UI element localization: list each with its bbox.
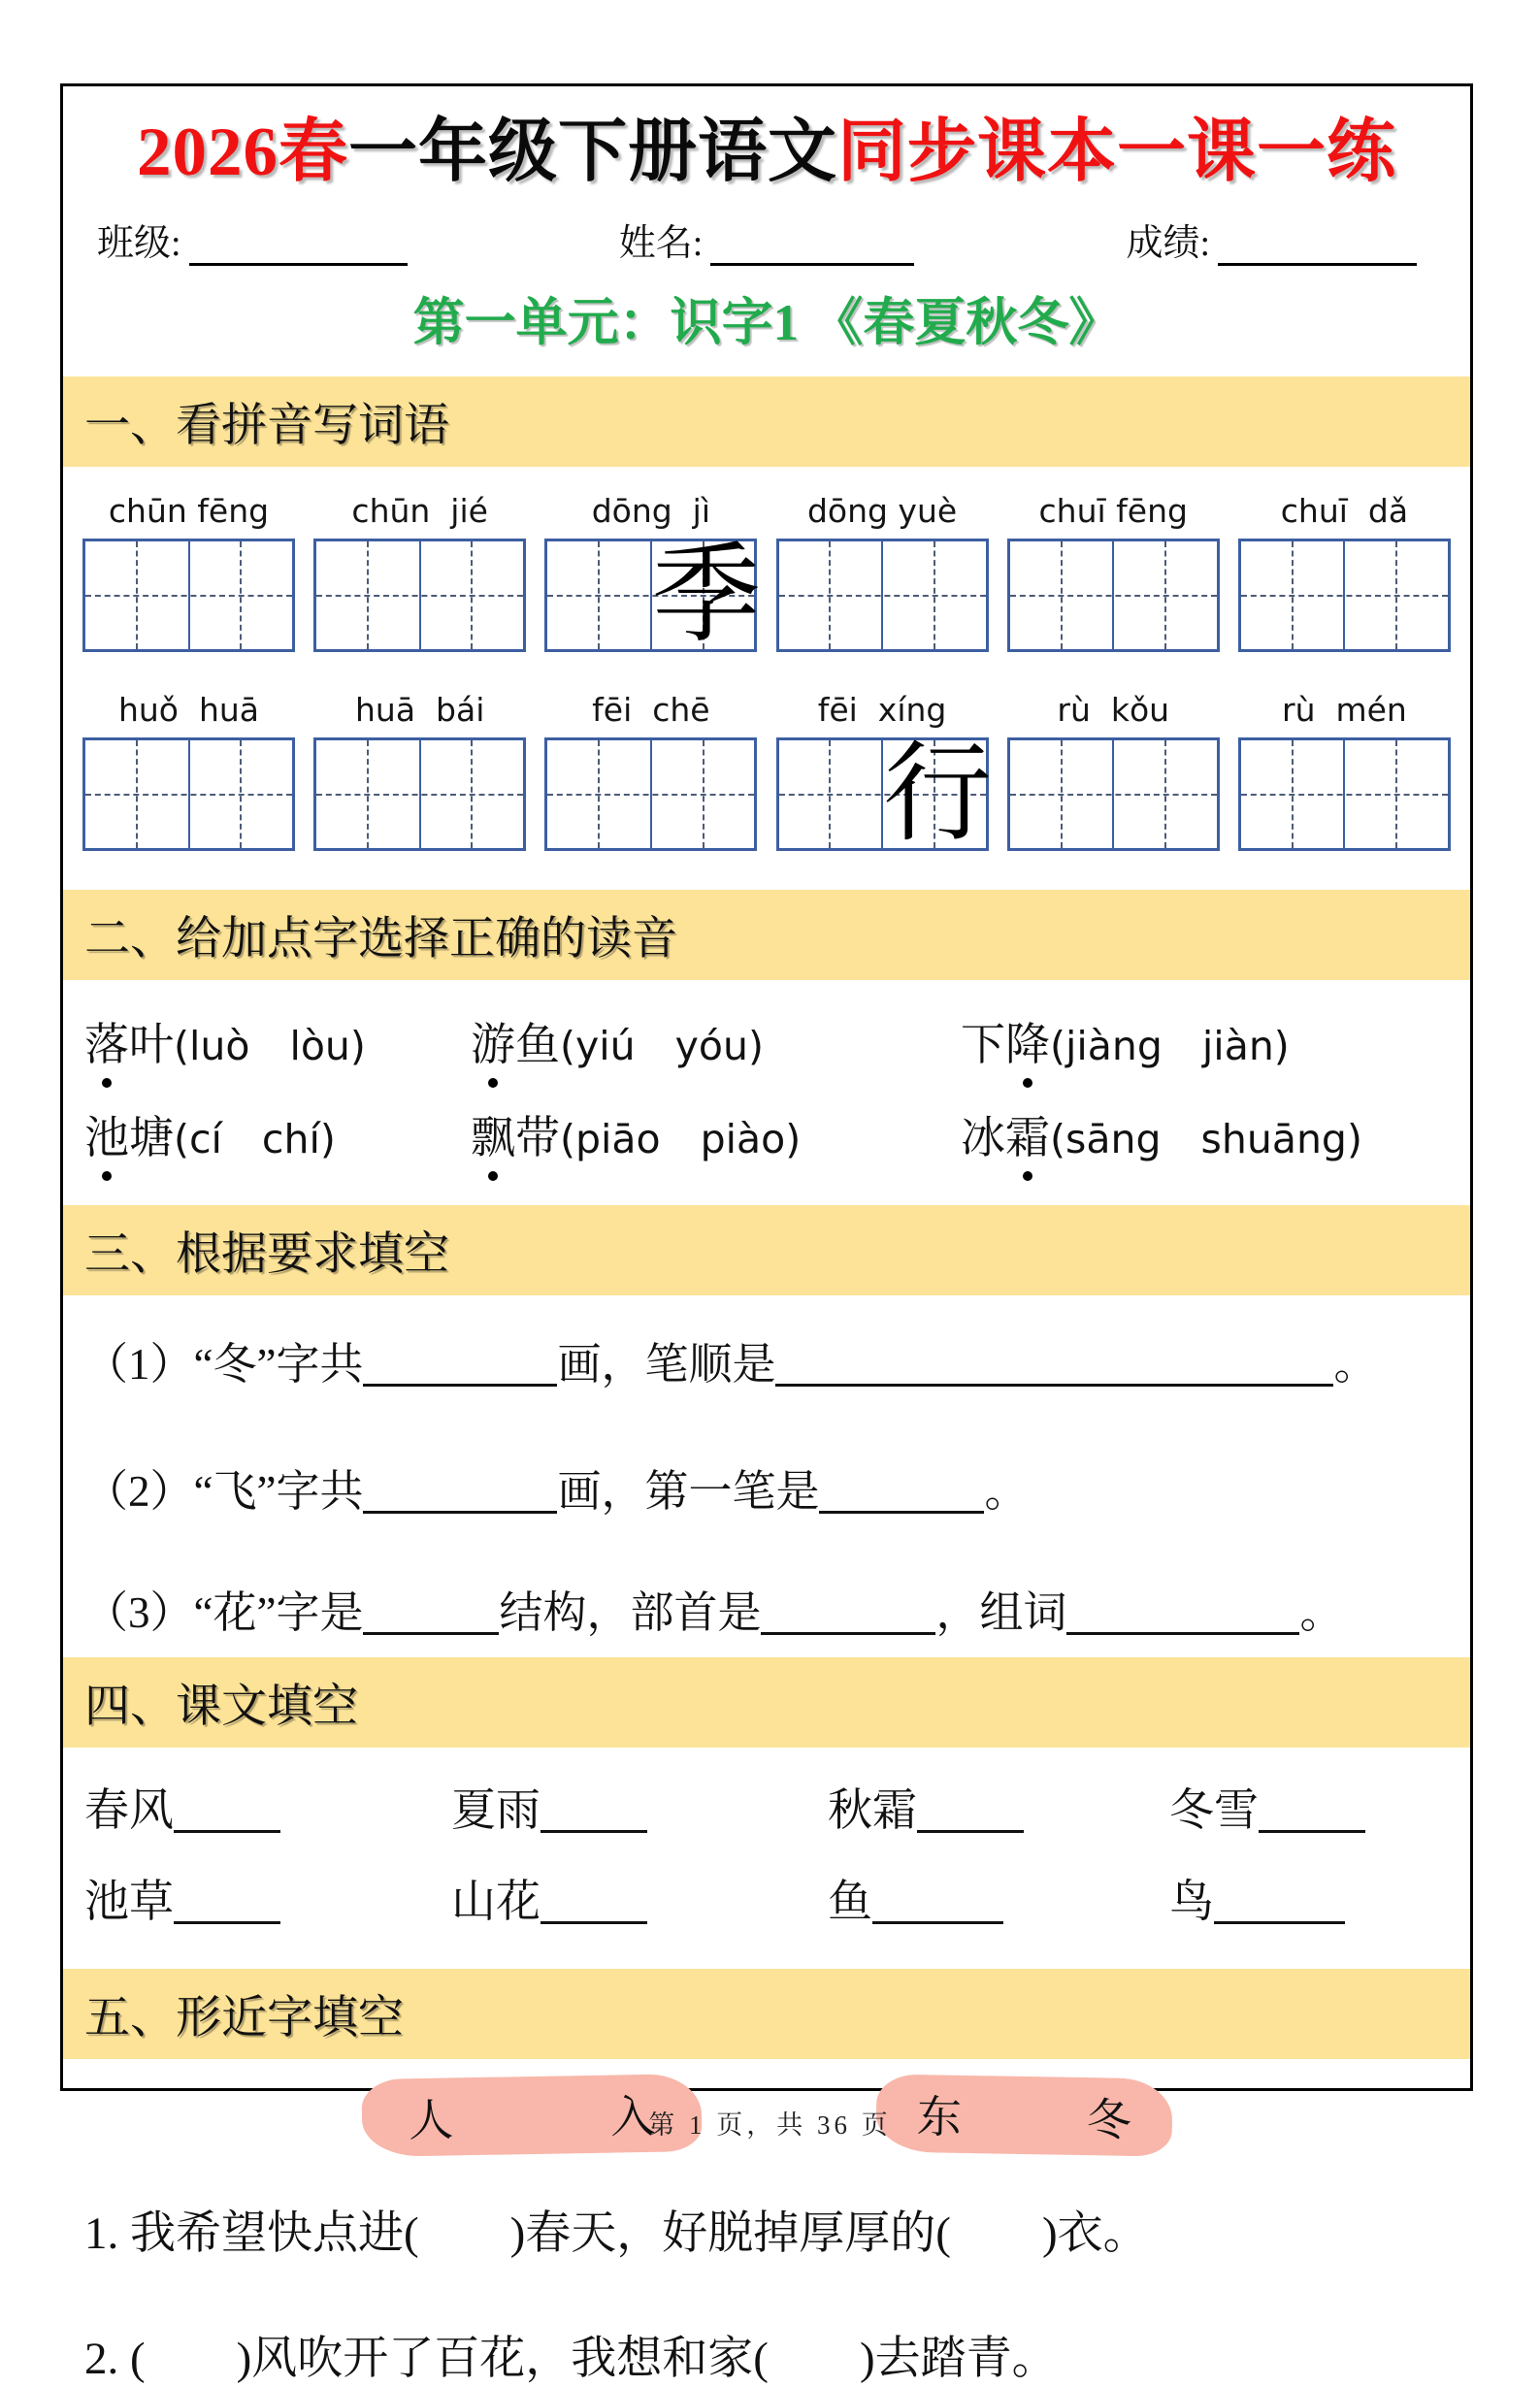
grid-cell <box>188 740 293 848</box>
pinyin-grid-column <box>776 492 989 652</box>
text-fill-label: 秋霜 <box>828 1785 917 1835</box>
answer-blank <box>1259 1797 1365 1833</box>
student-info-row <box>97 213 1417 266</box>
dotted-char: 落 <box>84 1009 129 1073</box>
text-fill-row-1 <box>63 1775 1470 1839</box>
grid-cell <box>188 541 293 649</box>
pinyin-grid-column <box>1238 691 1451 851</box>
grid-cell <box>881 734 993 855</box>
answer-blank <box>363 1599 499 1635</box>
pinyin-row-2 <box>63 691 1470 855</box>
writing-grid <box>1238 737 1451 851</box>
reading-choice-item <box>84 1102 471 1166</box>
answer-blank <box>1066 1599 1299 1635</box>
pronunciation-options: (cí chí) <box>174 1116 336 1162</box>
pinyin-grid-column <box>1007 492 1220 652</box>
answer-blank <box>174 1888 280 1924</box>
title-segment-black: 一年级下册语文 <box>347 114 837 190</box>
text-fill-label: 夏雨 <box>451 1785 541 1835</box>
writing-grid <box>776 734 993 855</box>
question-text: ，组词 <box>935 1588 1067 1637</box>
pinyin-label: chūn jié <box>351 492 488 530</box>
answer-blank <box>819 1478 984 1514</box>
title-segment-red-2: 同步课本一课一练 <box>837 114 1397 190</box>
answer-blank <box>917 1797 1024 1833</box>
score-field <box>1126 213 1417 266</box>
score-field-label: 成绩: <box>1126 223 1210 264</box>
grid-cell <box>1010 541 1113 649</box>
answer-blank <box>363 1351 557 1387</box>
text-fill-item <box>84 1775 451 1839</box>
class-field-blank <box>189 224 408 266</box>
pinyin-grid-column <box>313 691 526 851</box>
pronunciation-options: (jiàng jiàn) <box>1050 1023 1290 1069</box>
pinyin-label: chuī dǎ <box>1280 492 1409 530</box>
pinyin-grid-column <box>776 691 993 855</box>
question-text: （3）“花”字是 <box>84 1588 364 1637</box>
dotted-char: 霜 <box>1005 1102 1050 1166</box>
pinyin-label: dōng jì <box>591 492 711 530</box>
answer-blank <box>775 1351 1333 1387</box>
grid-cell <box>1241 541 1344 649</box>
pinyin-label: chūn fēng <box>108 492 270 530</box>
word-part: 带 <box>515 1113 560 1162</box>
class-field <box>97 213 408 266</box>
writing-grid <box>1238 539 1451 652</box>
pinyin-grid-column <box>313 492 526 652</box>
text-fill-label: 鸟 <box>1169 1877 1214 1926</box>
text-fill-row-2 <box>63 1866 1470 1930</box>
pinyin-label: rù kǒu <box>1057 691 1170 729</box>
grid-cell <box>1343 541 1448 649</box>
handwritten-char: 季 <box>651 535 761 656</box>
text-fill-label: 山花 <box>451 1877 541 1926</box>
section-3-banner: 三、根据要求填空 <box>63 1205 1470 1295</box>
grid-cell <box>316 740 419 848</box>
answer-blank <box>363 1478 557 1514</box>
grid-cell <box>779 541 882 649</box>
grid-cell <box>1241 740 1344 848</box>
unit-heading: 第一单元：识字1 《春夏秋冬》 <box>412 295 1121 351</box>
text-fill-label: 池草 <box>84 1877 174 1926</box>
page-title <box>63 96 1470 195</box>
writing-grid <box>82 737 295 851</box>
pronunciation-options: (yiú yóu) <box>560 1023 764 1069</box>
writing-grid <box>544 535 761 656</box>
pinyin-grid-column <box>1007 691 1220 851</box>
reading-choice-item <box>961 1102 1449 1166</box>
dotted-char: 游 <box>471 1009 515 1073</box>
section-5-banner: 五、形近字填空 <box>63 1969 1470 2059</box>
section-1-banner: 一、看拼音写词语 <box>63 376 1470 467</box>
reading-choice-item <box>84 1009 471 1073</box>
question-text: 画，第一笔是 <box>557 1467 820 1516</box>
text-fill-item <box>1169 1775 1449 1839</box>
grid-cell <box>547 740 650 848</box>
score-field-blank <box>1218 224 1417 266</box>
question-text: 。 <box>984 1467 1029 1516</box>
pinyin-label: fēi chē <box>592 691 710 729</box>
reading-choice-item <box>471 1102 961 1166</box>
reading-choice-item <box>471 1009 961 1073</box>
pinyin-grid-column <box>82 691 295 851</box>
grid-cell <box>881 541 986 649</box>
pinyin-label: chuī fēng <box>1038 492 1188 530</box>
pinyin-label: dōng yuè <box>806 492 958 530</box>
answer-blank <box>541 1888 647 1924</box>
grid-cell <box>779 740 882 848</box>
question-5-2: 2. ( )风吹开了百花，我想和家( )去踏青。 <box>84 2334 1058 2384</box>
grid-cell <box>419 541 524 649</box>
writing-grid <box>544 737 757 851</box>
pinyin-grid-column <box>1238 492 1451 652</box>
dotted-char: 飘 <box>471 1102 515 1166</box>
dotted-char: 池 <box>84 1102 129 1166</box>
question-text: 。 <box>1299 1588 1344 1637</box>
grid-cell <box>1112 740 1217 848</box>
pinyin-label: huǒ huā <box>117 691 260 729</box>
pinyin-grid-column <box>82 492 295 652</box>
answer-blank <box>761 1599 935 1635</box>
pinyin-label: rù mén <box>1282 691 1407 729</box>
writing-grid <box>313 539 526 652</box>
grid-cell <box>650 535 761 656</box>
word-part: 下 <box>961 1020 1005 1069</box>
writing-grid <box>776 539 989 652</box>
question-3-3 <box>63 1577 1470 1640</box>
text-fill-item <box>451 1866 828 1930</box>
grid-cell <box>1343 740 1448 848</box>
answer-blank <box>1214 1888 1345 1924</box>
question-3-2 <box>63 1455 1470 1519</box>
text-fill-label: 春风 <box>84 1785 174 1835</box>
text-fill-item <box>828 1866 1169 1930</box>
dotted-char: 降 <box>1005 1009 1050 1073</box>
grid-cell <box>419 740 524 848</box>
section-4-banner: 四、课文填空 <box>63 1657 1470 1748</box>
question-text: 。 <box>1333 1340 1378 1389</box>
answer-blank <box>872 1888 1003 1924</box>
grid-cell <box>85 541 188 649</box>
page-number: 第 1 页，共 36 页 <box>648 2110 892 2140</box>
word-part: 鱼 <box>515 1020 560 1069</box>
reading-choice-row-1 <box>63 1009 1470 1073</box>
pair-char: 冬 <box>1085 2095 1131 2145</box>
text-fill-item <box>1169 1866 1449 1930</box>
question-text: 画，笔顺是 <box>557 1340 776 1389</box>
class-field-label: 班级: <box>97 223 181 264</box>
word-part: 叶 <box>129 1020 174 1069</box>
name-field-blank <box>710 224 914 266</box>
writing-grid <box>313 737 526 851</box>
text-fill-label: 冬雪 <box>1169 1785 1259 1835</box>
pinyin-grid-column <box>544 492 761 656</box>
handwritten-char: 行 <box>883 734 993 855</box>
pronunciation-options: (sāng shuāng) <box>1050 1116 1362 1162</box>
word-part: 塘 <box>129 1113 174 1162</box>
name-field <box>619 213 915 266</box>
question-text: （1）“冬”字共 <box>84 1340 364 1389</box>
answer-blank <box>174 1797 280 1833</box>
pinyin-label: huā bái <box>355 691 485 729</box>
word-part: 冰 <box>961 1113 1005 1162</box>
grid-cell <box>316 541 419 649</box>
pinyin-grid-column <box>544 691 757 851</box>
text-fill-item <box>84 1866 451 1930</box>
question-5-1: 1. 我希望快点进( )春天，好脱掉厚厚的( )衣。 <box>84 2208 1149 2259</box>
pair-char: 人 <box>408 2095 454 2146</box>
question-text: 结构，部首是 <box>499 1588 762 1637</box>
reading-choice-row-2 <box>63 1102 1470 1166</box>
grid-cell <box>1010 740 1113 848</box>
pair-char: 入 <box>609 2091 655 2142</box>
text-fill-item <box>828 1775 1169 1839</box>
question-3-1 <box>63 1328 1470 1391</box>
pronunciation-options: (luò lòu) <box>174 1023 366 1069</box>
writing-grid <box>1007 539 1220 652</box>
pair-char: 东 <box>916 2092 962 2142</box>
reading-choice-item <box>961 1009 1449 1073</box>
section-2-banner: 二、给加点字选择正确的读音 <box>63 890 1470 980</box>
pinyin-label: fēi xíng <box>817 691 947 729</box>
writing-grid <box>82 539 295 652</box>
grid-cell <box>650 740 755 848</box>
pinyin-row-1 <box>63 492 1470 656</box>
grid-cell <box>85 740 188 848</box>
name-field-label: 姓名: <box>618 223 704 264</box>
grid-cell <box>547 541 650 649</box>
answer-blank <box>541 1797 647 1833</box>
pronunciation-options: (piāo piào) <box>560 1116 802 1162</box>
text-fill-label: 鱼 <box>828 1877 872 1926</box>
title-segment-red-1: 2026春 <box>136 114 348 190</box>
grid-cell <box>1112 541 1217 649</box>
text-fill-item <box>451 1775 828 1839</box>
writing-grid <box>1007 737 1220 851</box>
question-text: （2）“飞”字共 <box>84 1467 364 1516</box>
